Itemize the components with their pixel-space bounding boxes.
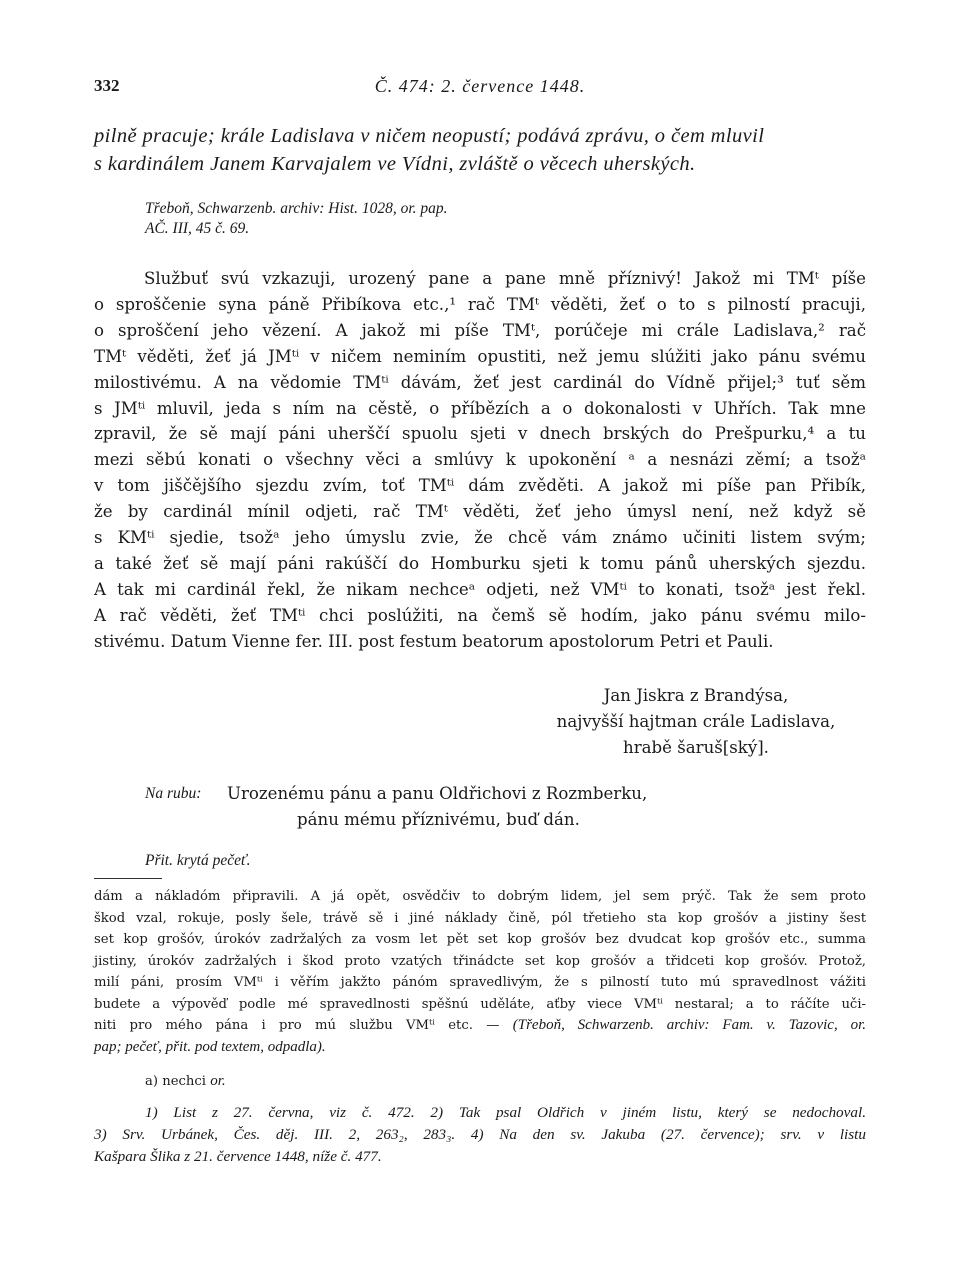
letter-line: a také žeť sě mají páni rakúščí do Homburku sjeti k tomu pánů uherských sjezdu. xyxy=(94,553,866,573)
note-line-text: niti pro mého pána i pro mú službu VMᵗⁱ etc. — xyxy=(94,1018,500,1033)
note-line xyxy=(94,1015,866,1037)
signature-line: hrabě šaruš[ský]. xyxy=(623,738,769,757)
signature-line: Jan Jiskra z Brandýsa, xyxy=(603,686,789,705)
letter-line: zpravil, že sě mají páni uherščí spuolu sjeti v dnech brských do Prešpurku,⁴ a tu xyxy=(94,424,866,444)
letter-line: stivému. Datum Vienne fer. III. post festum beatorum apostolorum Petri et Pauli. xyxy=(94,631,774,651)
letter-line: mezi sěbú konati o všechny věci a smlúvy k upokonění ᵃ a nesnázi zěmí; a tsožᵃ xyxy=(94,450,866,470)
letter-line: že by cardinál mínil odjeti, rač TMᵗ věděti, žeť jeho úmysl není, než když sě xyxy=(94,502,866,522)
letter-line: A rač věděti, žeť TMᵗⁱ chci poslúžiti, na čemš sě hodím, jako pánu svému milo- xyxy=(94,605,866,625)
letter-line: o sproščení jeho vězení. A jakož mi píše TMᵗ, porúčeje mi crále Ladislava,² rač xyxy=(94,320,866,340)
variant-text: a) nechci xyxy=(145,1074,206,1089)
seal-note: Přit. krytá pečeť. xyxy=(145,852,251,869)
note-line: dám a nákladóm připravili. A já opět, osvědčiv to dobrým lidem, jel sem prýč. Tak že sem proto xyxy=(94,889,866,904)
running-head xyxy=(94,76,866,100)
letter-line: o sproščenie syna páně Přibíkova etc.,¹ rač TMᵗ věděti, žeť o to s pilností pracuji, xyxy=(94,294,866,314)
letter-line: milostivému. A na vědomie TMᵗⁱ dávám, žeť jest cardinál do Vídně přijel;³ tuť sěm xyxy=(94,372,866,392)
note-line: jistiny, úrokóv zadržalých i škod proto vzatých třinádcte set kop grošóv a třidceti kop grošóv. Protož, xyxy=(94,953,866,969)
note-line: budete a výpověď podle mé spravedlnosti spěšnú uděláte, aťby viece VMᵗⁱ nestaral; a to ráčíte uči- xyxy=(94,996,866,1012)
continued-note xyxy=(94,886,866,1058)
verso-line: pánu mému příznivému, buď dán. xyxy=(297,810,580,829)
signature-line: najvyšší hajtman crále Ladislava, xyxy=(556,712,836,731)
verso-label: Na rubu: xyxy=(145,785,202,802)
footnotes xyxy=(94,1102,866,1168)
document-heading: Č. 474: 2. července 1448. xyxy=(374,76,586,96)
page-number: 332 xyxy=(94,76,120,95)
regest-line: s kardinálem Janem Karvajalem ve Vídni, zvláště o věcech uherských. xyxy=(94,153,696,175)
source-citation xyxy=(145,199,845,239)
verso-address-text xyxy=(227,781,827,833)
note-line: škod vzal, rokuje, posly šele, trávě sě i jiné náklady čině, pól třetieho sta kop grošóv a jistiny šest xyxy=(94,910,866,926)
letter-line: A tak mi cardinál řekl, že nikam nechceᵃ odjeti, než VMᵗⁱ to konati, tsožᵃ jest řekl. xyxy=(94,579,866,599)
variant-abbr: or. xyxy=(210,1073,226,1089)
footnote-line: 3) Srv. Urbánek, Čes. děj. III. 2, 263₂, 283₃. 4) Na den sv. Jakuba (27. července); srv. v listu xyxy=(94,1126,866,1143)
verso-line: Urozenému pánu a panu Oldřichovi z Rozmberku, xyxy=(227,784,648,803)
letter-line: Službuť svú vzkazuji, urozený pane a pane mně příznivý! Jakož mi TMᵗ píše xyxy=(144,269,866,288)
letter-line: v tom jiščějšího sjezdu zvím, toť TMᵗⁱ dám zvěděti. A jakož mi píše pan Přibík, xyxy=(94,476,866,496)
note-line: milí páni, prosím VMᵗⁱ i věřím jakžto pánóm spravedlivým, že s pilností tuto mú spravedlnost vážiti xyxy=(94,975,866,990)
source-line: AČ. III, 45 č. 69. xyxy=(145,220,250,237)
footnote-divider xyxy=(94,878,162,879)
signature-block xyxy=(520,683,872,761)
footnote-line: Kašpara Šlika z 21. července 1448, níže č. 477. xyxy=(94,1148,382,1165)
footnote-line: 1) List z 27. června, viz č. 472. 2) Tak psal Oldřich v jiném listu, který se nedochoval. xyxy=(145,1104,866,1121)
source-line: Třeboň, Schwarzenb. archiv: Hist. 1028, or. pap. xyxy=(145,200,448,217)
letter-line: s JMᵗⁱ mluvil, jeda s ním na cěstě, o příbězích a o dokonalosti v Uhřích. Tak mne xyxy=(94,398,866,418)
letter-line: TMᵗ věděti, žeť já JMᵗⁱ v ničem neminím opustiti, než jemu slúžiti jako pánu svému xyxy=(94,346,866,366)
regest-summary xyxy=(94,122,866,178)
letter-line: s KMᵗⁱ sjedie, tsožᵃ jeho úmyslu zvie, že chcě vám známo učiniti listem svým; xyxy=(94,528,866,548)
note-citation-end: pap; pečeť, přit. pod textem, odpadla). xyxy=(94,1038,326,1055)
note-line: set kop grošóv, úrokóv zadržalých za vosm let pět set kop grošóv bez dvudcat kop grošóv etc., summa xyxy=(94,932,866,947)
note-citation: (Třeboň, Schwarzenb. archiv: Fam. v. Tazovic, or. xyxy=(512,1017,866,1033)
note-line xyxy=(94,1037,866,1059)
variant-note xyxy=(145,1073,226,1090)
letter-text xyxy=(94,266,866,655)
regest-line: pilně pracuje; krále Ladislava v ničem neopustí; podává zprávu, o čem mluvil xyxy=(94,125,765,147)
